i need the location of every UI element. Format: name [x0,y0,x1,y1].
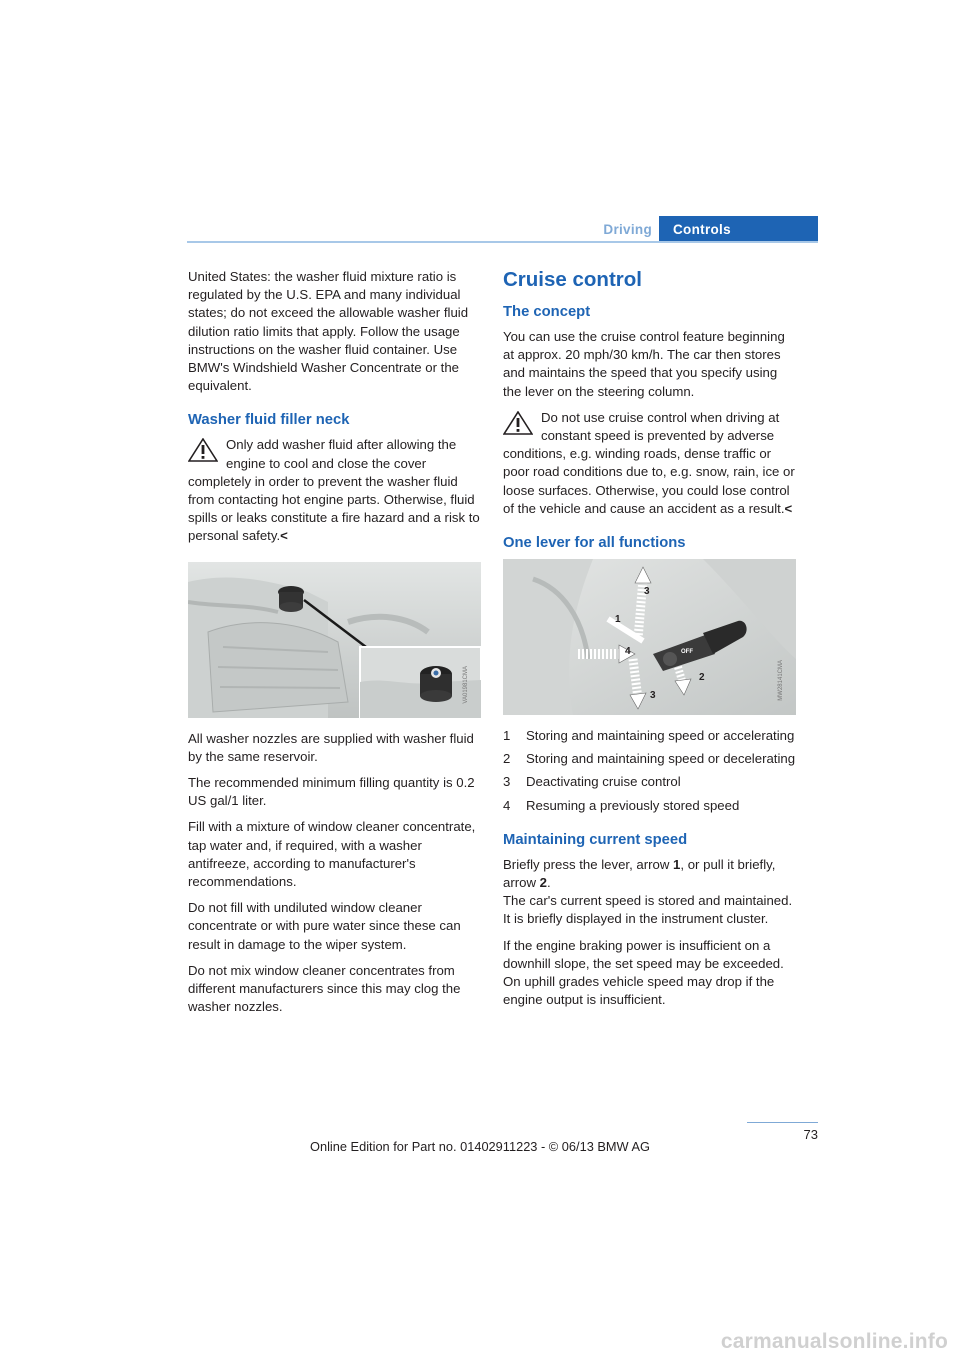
maintain-paragraph-1: Briefly press the lever, arrow 1, or pull it briefly, arrow 2. [503,856,776,891]
washer-filler-neck-figure [188,562,481,718]
cruise-control-title: Cruise control [503,268,642,291]
arrow-1-label: 1 [615,614,621,626]
washer-filler-heading: Washer fluid filler neck [188,412,350,429]
warning-triangle-icon [503,411,533,435]
washer-paragraph-1: All washer nozzles are supplied with washer fluid by the same reservoir. [188,730,474,764]
list-item: 2 Storing and maintaining speed or decelerating [503,751,796,767]
lever-off-label: OFF [681,649,693,656]
cruise-warning [503,409,797,518]
right-column [503,268,797,1017]
header-chapter-tab: Controls [659,216,818,242]
list-item: 4 Resuming a previously stored speed [503,797,740,813]
cruise-lever-figure [503,559,796,715]
footer-edition-note: Online Edition for Part no. 01402911223 - © 06/13 BMW AG [310,1139,650,1154]
concept-heading: The concept [503,304,591,320]
end-of-warning-mark: < [280,528,288,544]
end-of-warning-mark: < [784,500,793,516]
page-number: 73 [803,1127,818,1142]
arrow-2-label: 2 [699,672,705,684]
washer-paragraph-4: Do not fill with undiluted window cleaner concentrate or with pure water since these can result in damage to the wiper system. [188,900,461,952]
concept-paragraph: You can use the cruise control feature beginning at approx. 20 mph/30 km/h. The car then stores and maintains the speed that you specify using the lever on the steering column. [503,329,785,399]
left-column [188,268,480,1024]
maintain-speed-heading: Maintaining current speed [503,831,688,848]
washer-warning-text: Only add washer fluid after allowing the engine to cool and close the cover completely in order to prevent the washer fluid from contacting hot engine parts. Otherwise, fluid spills or leaks constitute a fire hazard and a risk to personal safety. [188,437,480,544]
engine-bay-illustration [188,562,481,718]
list-item: 1 Storing and maintaining speed or accelerating [503,728,795,744]
figure-code-label: MW28141CMA [777,660,784,702]
maintain-paragraph-2: The car's current speed is stored and maintained. It is briefly displayed in the instrument cluster. [503,893,793,927]
header-rule [187,241,818,243]
arrow-4-label: 4 [625,646,631,658]
lever-heading: One lever for all functions [503,535,686,552]
lever-function-list [503,727,797,815]
cruise-warning-text: Do not use cruise control when driving at constant speed is prevented by adverse conditions, e.g. winding roads, dense traffic or poor road conditions due to, e.g. snow, rain, ice or loose surfaces. Otherwise, you could lose control of the vehicle and cause an accident as a result. [503,409,795,516]
figure-code-label: VA01981CMA [462,666,469,704]
washer-paragraph-2: The recommended minimum filling quantity is 0.2 US gal/1 liter. [188,775,475,809]
warning-triangle-icon [188,438,218,462]
washer-paragraph-5: Do not mix window cleaner concentrates from different manufacturers since this may clog the washer nozzles. [188,962,461,1015]
arrow-3-top-label: 3 [644,586,650,598]
arrow-3-bottom-label: 3 [650,690,656,702]
watermark: carmanualsonline.info [720,1330,948,1353]
washer-intro-paragraph: United States: the washer fluid mixture ratio is regulated by the U.S. EPA and many individual states; do not exceed the allowable washer fluid dilution ratio limits that apply. Follow the usage instructions on the washer fluid container. Use BMW's Windshield Washer Concentrate or the equivalent. [188,269,469,394]
washer-paragraph-3: Fill with a mixture of window cleaner concentrate, tap water and, if required, with a washer antifreeze, according to manufacturer's recommendations. [188,819,476,890]
header-section: Driving [603,222,652,237]
list-item: 3 Deactivating cruise control [503,774,681,790]
washer-warning [188,436,480,545]
page-number-rule [747,1122,818,1123]
maintain-paragraph-3: If the engine braking power is insufficient on a downhill slope, the set speed may be exceeded. On uphill grades vehicle speed may drop if the engine output is insufficient. [503,937,784,1008]
